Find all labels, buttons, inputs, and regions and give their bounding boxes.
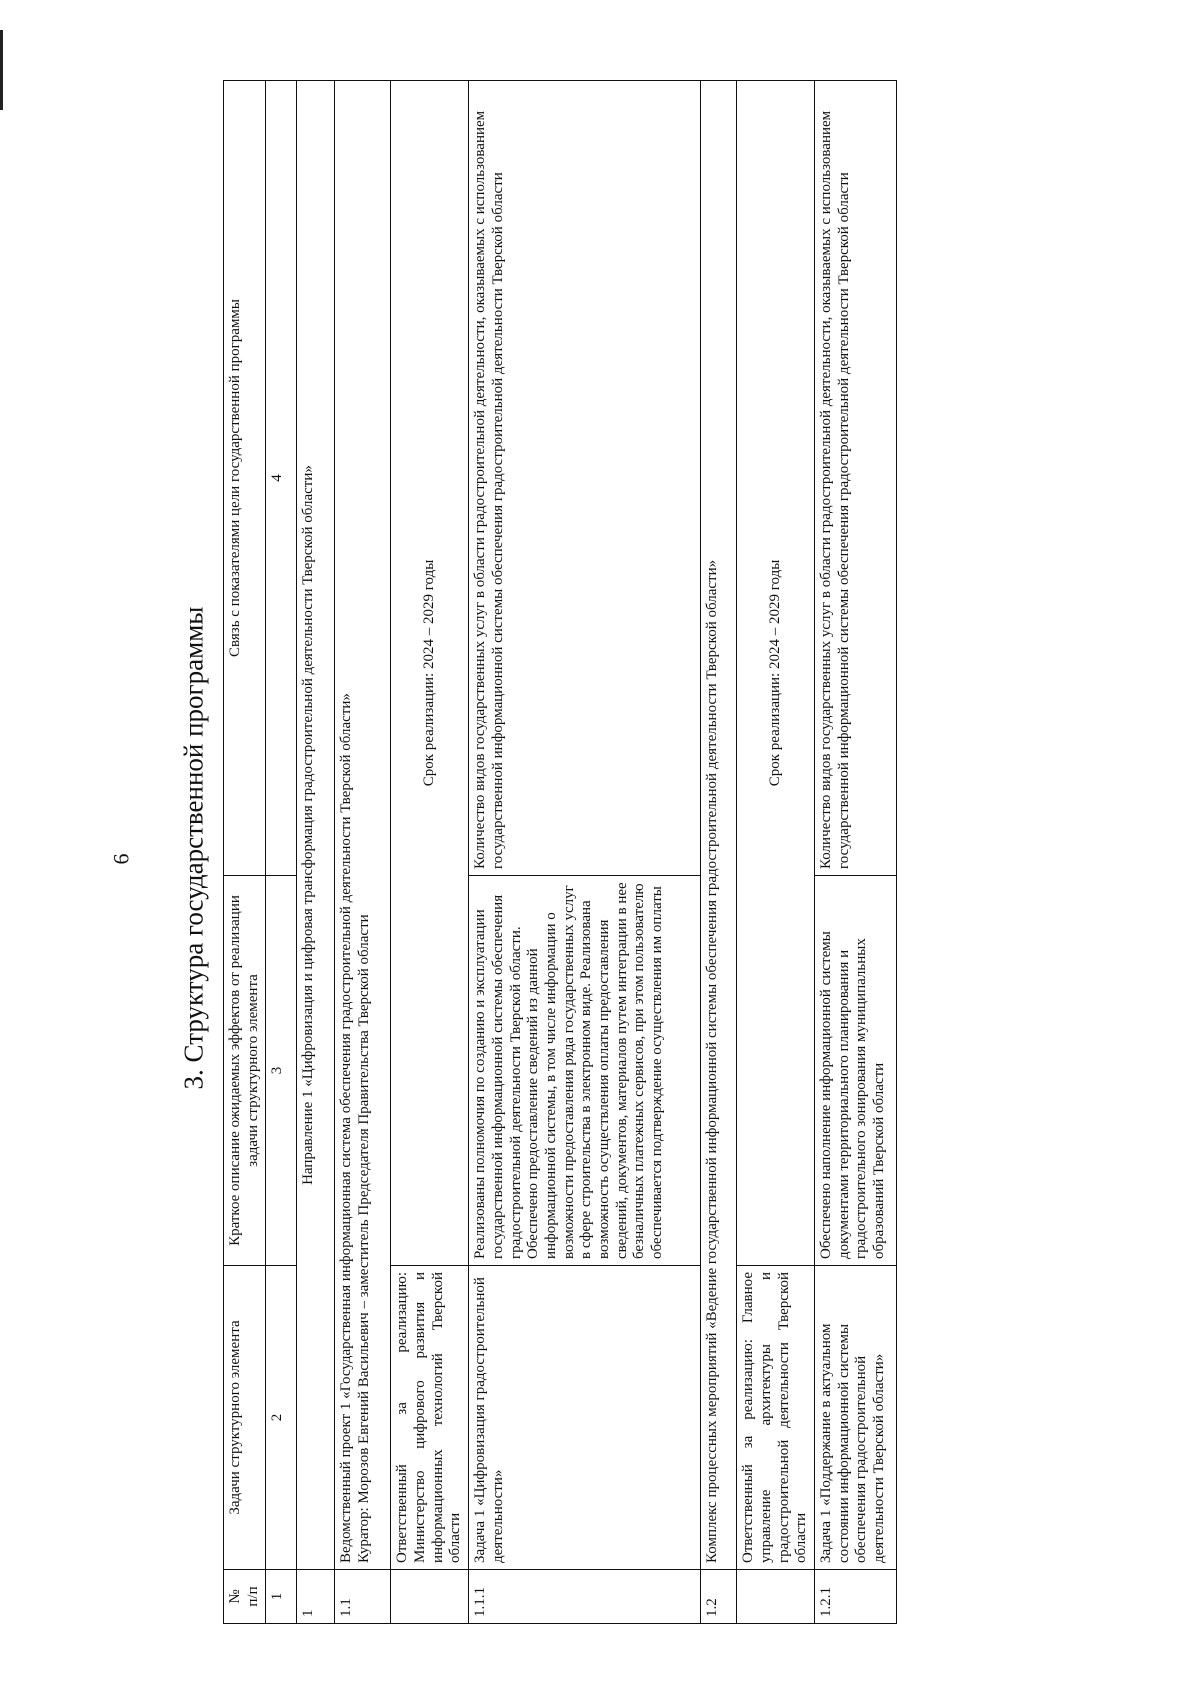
task-text: Задача 1 «Цифровизация градостроительной деятельности» (469, 1266, 701, 1570)
column-number: 1 (266, 1570, 297, 1624)
row-num: 1.2.1 (814, 1570, 896, 1624)
scan-edge-mark (0, 30, 3, 110)
direction-row (297, 81, 335, 1624)
direction-text: Направление 1 «Цифровизация и цифровая трансформация градостроительной деятельности Тверской области» (297, 81, 335, 1570)
responsible-text: Ответственный за реализацию: Главное управление архитектуры и градостроительной деятельности Тверской области (737, 1266, 815, 1570)
row-num: 1.1.1 (469, 1570, 701, 1624)
link-text: Количество видов государственных услуг в области градостроительной деятельности, оказываемых с использованием государственной информационной системы обеспечения градостроительной деятельности Тверской области (469, 81, 701, 876)
row-num: 1.2 (701, 1570, 737, 1624)
header-link: Связь с показателями цели государственной программы (224, 81, 266, 876)
column-number: 4 (266, 81, 297, 876)
project-title: Ведомственный проект 1 «Государственная информационная система обеспечения градостроительной деятельности Тверской области» (338, 693, 355, 1563)
complex-row (701, 81, 737, 1624)
column-number: 3 (266, 876, 297, 1266)
row-num: 1.1 (335, 1570, 391, 1624)
responsible-row (391, 81, 469, 1624)
project-row (335, 81, 391, 1624)
page-number: 6 (108, 853, 134, 865)
task-row (814, 81, 896, 1624)
table-container (223, 81, 1097, 1624)
row-num: 1 (297, 1570, 335, 1624)
column-number: 2 (266, 1266, 297, 1570)
project-cell (335, 81, 391, 1570)
header-tasks: Задачи структурного элемента (224, 1266, 266, 1570)
effect-text: Реализованы полномочия по созданию и эксплуатации государственной информационной системы обеспечения градостроительной деятельности Тверской области. Обеспечено предоставление сведений из данной информационной системы, в том числе информации о возможности предоставления ряда государственных услуг в сфере строительства в электронном виде. Реализована возможность осуществления оплаты предоставления сведений, документов, материалов путем интеграции в нее безналичных платежных сервисов, при этом пользователю обеспечивается подтверждение осуществления им оплаты (469, 876, 701, 1266)
empty-cell (737, 1570, 815, 1624)
period-text: Срок реализации: 2024 – 2029 годы (391, 81, 469, 1266)
complex-title: Комплекс процессных мероприятий «Ведение государственной информационной системы обеспечения градостроительной деятельности Тверской области» (701, 81, 737, 1570)
header-effects: Краткое описание ожидаемых эффектов от реализации задачи структурного элемента (224, 876, 266, 1266)
section-title: 3. Структура государственной программы (178, 606, 209, 1090)
link-text: Количество видов государственных услуг в области градостроительной деятельности, оказываемых с использованием государственной информационной системы обеспечения градостроительной деятельности Тверской области (814, 81, 896, 876)
task-text: Задача 1 «Поддержание в актуальном состоянии информационной системы обеспечения градостроительной деятельности Тверской области» (814, 1266, 896, 1570)
responsible-text: Ответственный за реализацию: Министерство цифрового развития и информационных технологий Тверской области (391, 1266, 469, 1570)
effect-text: Обеспечено наполнение информационной системы документами территориального планирования и градостроительного зонирования муниципальных образований Тверской области (814, 876, 896, 1266)
column-number-row (266, 81, 297, 1624)
period-text: Срок реализации: 2024 – 2029 годы (737, 81, 815, 1266)
structure-table (223, 80, 897, 1624)
header-num: № п/п (224, 1570, 266, 1624)
project-curator: Куратор: Морозов Евгений Васильевич – заместитель Председателя Правительства Тверской области (356, 914, 373, 1563)
table-header-row (224, 81, 266, 1624)
empty-cell (391, 1570, 469, 1624)
task-row (469, 81, 701, 1624)
responsible-row (737, 81, 815, 1624)
